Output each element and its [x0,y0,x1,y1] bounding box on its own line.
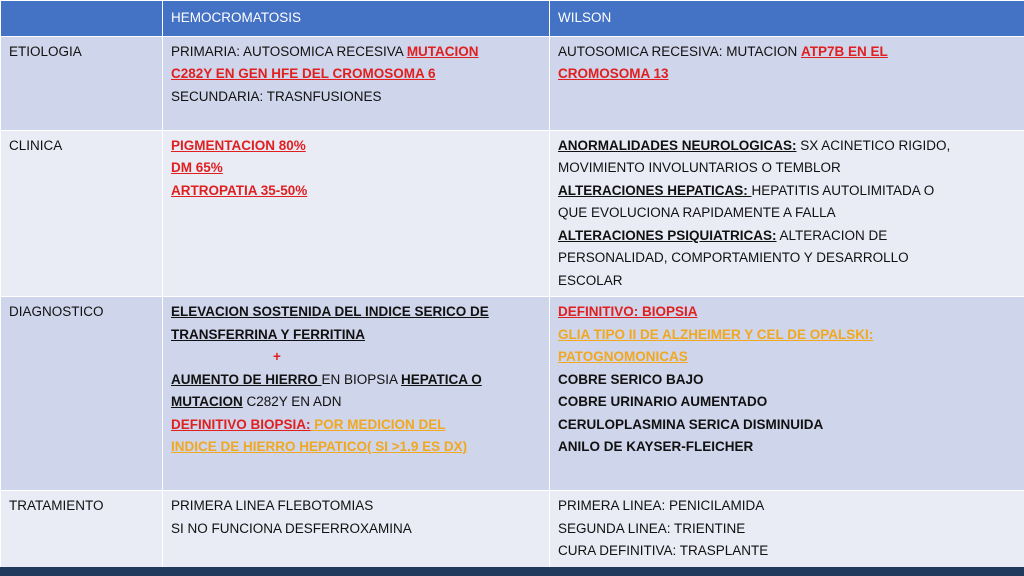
text-line: SECUNDARIA: TRASNFUSIONES [171,88,382,104]
text-line: QUE EVOLUCIONA RAPIDAMENTE A FALLA [558,205,836,220]
text-line: GLIA TIPO II DE ALZHEIMER Y CEL DE OPALSKI: [558,326,874,342]
text-line: AUTOSOMICA RECESIVA: MUTACION ATP7B EN EL [558,43,888,59]
text-line: ALTERACIONES PSIQUIATRICAS: ALTERACION DE [558,227,888,243]
diagnostico-hemocromatosis-cell [163,297,550,491]
row-label-etiologia: ETIOLOGIA [1,36,163,130]
text-line: ANORMALIDADES NEUROLOGICAS: SX ACINETICO RIGIDO, [558,137,951,153]
tratamiento-hemocromatosis-cell [163,491,550,569]
row-label-diagnostico: DIAGNOSTICO [1,297,163,491]
text-line: AUMENTO DE HIERRO EN BIOPSIA HEPATICA O [171,371,482,387]
text-line: MUTACION C282Y EN ADN [171,394,342,409]
text-line: ELEVACION SOSTENIDA DEL INDICE SERICO DE [171,304,489,319]
row-diagnostico [1,297,1024,491]
text-line: C282Y EN GEN HFE DEL CROMOSOMA 6 [171,66,436,81]
text-line: ANILO DE KAYSER-FLEICHER [558,439,754,454]
row-label-clinica: CLINICA [1,130,163,297]
diagnostico-wilson-cell [550,297,1024,491]
text-line: TRANSFERRINA Y FERRITINA [171,326,366,342]
text-line: SEGUNDA LINEA: TRIENTINE [558,520,746,536]
clinica-wilson-cell [550,130,1024,297]
text-line: ALTERACIONES HEPATICAS: HEPATITIS AUTOLIMITADA O [558,182,935,198]
text-line: MOVIMIENTO INVOLUNTARIOS O TEMBLOR [558,160,841,175]
row-label-tratamiento: TRATAMIENTO [1,491,163,569]
row-tratamiento [1,491,1024,569]
text-line: DEFINITIVO: BIOPSIA [558,304,698,319]
text-line: COBRE SERICO BAJO [558,371,704,387]
text-line: DM 65% [171,160,223,175]
text-line: CROMOSOMA 13 [558,66,669,81]
text-line: SI NO FUNCIONA DESFERROXAMINA [171,520,412,536]
plus-sign: + [273,349,281,364]
text-line: PERSONALIDAD, COMPORTAMIENTO Y DESARROLLO [558,250,909,265]
text-line: PIGMENTACION 80% [171,137,306,153]
row-clinica [1,130,1024,297]
clinica-hemocromatosis-cell [163,130,550,297]
header-empty-cell [1,1,163,37]
text-line: INDICE DE HIERRO HEPATICO( SI >1.9 ES DX) [171,439,468,454]
etiologia-wilson-cell [550,36,1024,130]
text-line: ESCOLAR [558,272,623,288]
text-line: DEFINITIVO BIOPSIA: POR MEDICION DEL [171,416,446,432]
text-line: PATOGNOMONICAS [558,349,688,364]
bottom-accent-bar [0,567,1024,576]
text-line: PRIMARIA: AUTOSOMICA RECESIVA MUTACION [171,43,479,59]
tratamiento-wilson-cell [550,491,1024,569]
etiologia-hemocromatosis-cell [163,36,550,130]
header-hemocromatosis: HEMOCROMATOSIS [163,1,550,37]
header-row [1,1,1024,37]
text-line: COBRE URINARIO AUMENTADO [558,394,768,409]
text-line: CURA DEFINITIVA: TRASPLANTE [558,543,769,558]
text-line: ARTROPATIA 35-50% [171,182,308,198]
row-etiologia [1,36,1024,130]
text-line: PRIMERA LINEA: PENICILAMIDA [558,498,765,513]
text-line: PRIMERA LINEA FLEBOTOMIAS [171,498,374,513]
header-wilson: WILSON [550,1,1024,37]
text-line: CERULOPLASMINA SERICA DISMINUIDA [558,416,824,432]
